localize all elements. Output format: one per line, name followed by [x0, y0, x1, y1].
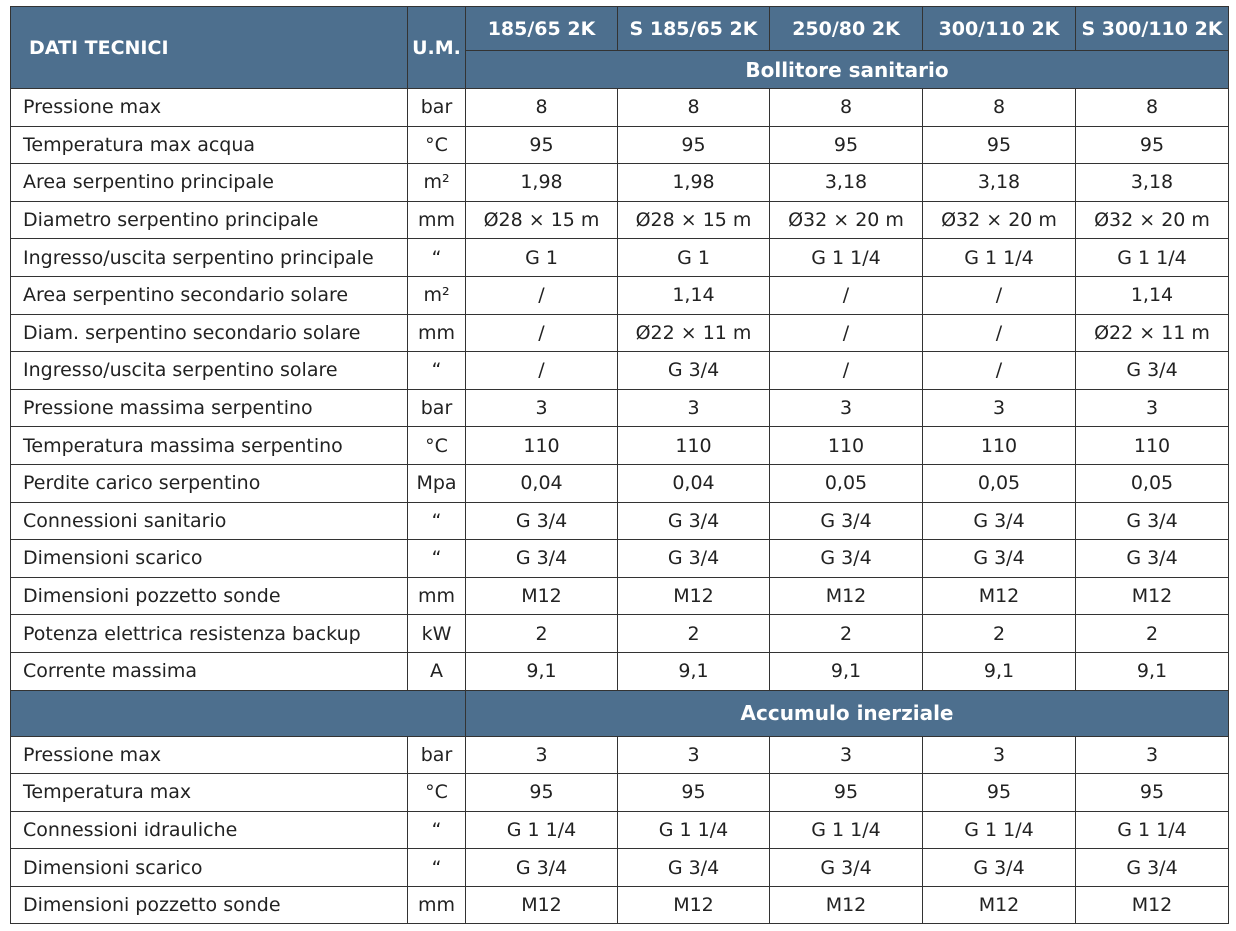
row-value: 95	[466, 126, 618, 164]
row-value: 95	[618, 774, 770, 812]
row-value: G 3/4	[770, 849, 923, 887]
row-value: G 3/4	[466, 502, 618, 540]
row-value: 3,18	[770, 164, 923, 202]
row-value: 2	[923, 615, 1076, 653]
row-value: /	[923, 276, 1076, 314]
row-value: 3,18	[1076, 164, 1229, 202]
row-value: G 1 1/4	[770, 811, 923, 849]
row-value: Ø28 × 15 m	[618, 201, 770, 239]
row-value: G 3/4	[618, 352, 770, 390]
table-row	[11, 811, 1229, 849]
table-row	[11, 464, 1229, 502]
row-value: /	[770, 276, 923, 314]
row-value: G 1 1/4	[923, 239, 1076, 277]
row-unit: mm	[408, 314, 466, 352]
model-header: 300/110 2K	[923, 7, 1076, 51]
row-value: 3	[618, 736, 770, 774]
table-row	[11, 239, 1229, 277]
row-value: G 1 1/4	[1076, 811, 1229, 849]
row-value: 110	[618, 427, 770, 465]
row-value: 0,05	[923, 464, 1076, 502]
row-value: /	[770, 314, 923, 352]
table-row	[11, 126, 1229, 164]
row-value: G 3/4	[1076, 502, 1229, 540]
row-value: G 3/4	[1076, 540, 1229, 578]
row-label: Diametro serpentino principale	[11, 201, 408, 239]
row-unit: °C	[408, 126, 466, 164]
row-unit: A	[408, 652, 466, 690]
table-row	[11, 774, 1229, 812]
row-label: Dimensioni pozzetto sonde	[11, 577, 408, 615]
row-value: 3	[1076, 389, 1229, 427]
table-row	[11, 276, 1229, 314]
row-value: 0,04	[618, 464, 770, 502]
row-unit: bar	[408, 89, 466, 127]
row-label: Pressione massima serpentino	[11, 389, 408, 427]
row-value: G 1	[466, 239, 618, 277]
technical-data-sheet	[10, 6, 1228, 926]
row-unit: bar	[408, 389, 466, 427]
row-unit: °C	[408, 774, 466, 812]
row-value: G 3/4	[1076, 849, 1229, 887]
row-value: 1,14	[618, 276, 770, 314]
row-value: G 3/4	[770, 502, 923, 540]
row-value: G 3/4	[770, 540, 923, 578]
row-value: 3	[770, 389, 923, 427]
row-value: 3	[466, 736, 618, 774]
row-value: 95	[618, 126, 770, 164]
row-value: G 1 1/4	[770, 239, 923, 277]
row-value: Ø22 × 11 m	[1076, 314, 1229, 352]
row-value: 0,05	[1076, 464, 1229, 502]
row-value: 9,1	[466, 652, 618, 690]
table-row	[11, 201, 1229, 239]
table-row	[11, 849, 1229, 887]
row-label: Corrente massima	[11, 652, 408, 690]
row-value: 8	[618, 89, 770, 127]
row-unit: “	[408, 352, 466, 390]
row-value: G 1 1/4	[466, 811, 618, 849]
row-value: 1,14	[1076, 276, 1229, 314]
table-row	[11, 427, 1229, 465]
table-row	[11, 652, 1229, 690]
row-value: 2	[466, 615, 618, 653]
row-value: 95	[770, 774, 923, 812]
row-value: 8	[770, 89, 923, 127]
row-value: M12	[1076, 886, 1229, 924]
table-row	[11, 389, 1229, 427]
table-title: DATI TECNICI	[11, 7, 408, 89]
row-value: G 3/4	[1076, 352, 1229, 390]
row-label: Pressione max	[11, 89, 408, 127]
row-value: 110	[923, 427, 1076, 465]
row-unit: “	[408, 540, 466, 578]
row-value: M12	[770, 886, 923, 924]
row-unit: “	[408, 811, 466, 849]
row-value: Ø28 × 15 m	[466, 201, 618, 239]
row-value: 1,98	[618, 164, 770, 202]
table-row	[11, 540, 1229, 578]
section-bollitore-rows	[11, 89, 1229, 691]
row-unit: °C	[408, 427, 466, 465]
row-value: Ø22 × 11 m	[618, 314, 770, 352]
row-unit: mm	[408, 577, 466, 615]
row-value: /	[923, 314, 1076, 352]
unit-header: U.M.	[408, 7, 466, 89]
row-value: M12	[923, 886, 1076, 924]
row-value: Ø32 × 20 m	[923, 201, 1076, 239]
row-value: 9,1	[618, 652, 770, 690]
row-value: 0,05	[770, 464, 923, 502]
row-value: /	[770, 352, 923, 390]
row-value: G 3/4	[618, 849, 770, 887]
section-header-row-accumulo	[11, 690, 1229, 736]
table-row	[11, 886, 1229, 924]
model-header: S 300/110 2K	[1076, 7, 1229, 51]
model-header: 185/65 2K	[466, 7, 618, 51]
table-row	[11, 352, 1229, 390]
row-value: 110	[466, 427, 618, 465]
model-header: 250/80 2K	[770, 7, 923, 51]
row-value: 110	[770, 427, 923, 465]
row-value: 3	[466, 389, 618, 427]
row-value: G 1 1/4	[618, 811, 770, 849]
section-title-accumulo: Accumulo inerziale	[466, 690, 1229, 736]
row-value: 2	[1076, 615, 1229, 653]
row-value: M12	[618, 577, 770, 615]
row-value: 9,1	[923, 652, 1076, 690]
technical-data-table	[10, 6, 1229, 924]
row-value: 110	[1076, 427, 1229, 465]
row-value: G 3/4	[466, 849, 618, 887]
row-value: 9,1	[1076, 652, 1229, 690]
table-row	[11, 89, 1229, 127]
row-value: 3	[618, 389, 770, 427]
row-value: M12	[466, 886, 618, 924]
row-value: 0,04	[466, 464, 618, 502]
row-label: Area serpentino secondario solare	[11, 276, 408, 314]
header-row-models	[11, 7, 1229, 51]
table-row	[11, 164, 1229, 202]
row-unit: mm	[408, 886, 466, 924]
row-label: Temperatura max	[11, 774, 408, 812]
row-label: Connessioni idrauliche	[11, 811, 408, 849]
table-row	[11, 502, 1229, 540]
row-value: /	[923, 352, 1076, 390]
table-row	[11, 314, 1229, 352]
section-header-blank	[11, 690, 466, 736]
row-unit: kW	[408, 615, 466, 653]
row-value: 95	[1076, 126, 1229, 164]
row-label: Ingresso/uscita serpentino solare	[11, 352, 408, 390]
row-value: G 1 1/4	[923, 811, 1076, 849]
row-value: 3	[923, 736, 1076, 774]
row-value: M12	[466, 577, 618, 615]
row-value: M12	[1076, 577, 1229, 615]
row-value: G 3/4	[923, 849, 1076, 887]
row-label: Temperatura massima serpentino	[11, 427, 408, 465]
row-value: 9,1	[770, 652, 923, 690]
row-value: 8	[923, 89, 1076, 127]
row-value: /	[466, 352, 618, 390]
row-value: 95	[923, 126, 1076, 164]
row-value: 3	[923, 389, 1076, 427]
row-value: 3	[1076, 736, 1229, 774]
model-header: S 185/65 2K	[618, 7, 770, 51]
row-value: 95	[466, 774, 618, 812]
row-value: 3	[770, 736, 923, 774]
row-label: Dimensioni scarico	[11, 540, 408, 578]
row-value: Ø32 × 20 m	[1076, 201, 1229, 239]
row-label: Pressione max	[11, 736, 408, 774]
row-label: Potenza elettrica resistenza backup	[11, 615, 408, 653]
row-label: Dimensioni pozzetto sonde	[11, 886, 408, 924]
row-value: 95	[1076, 774, 1229, 812]
row-value: 95	[770, 126, 923, 164]
row-value: Ø32 × 20 m	[770, 201, 923, 239]
row-value: G 3/4	[923, 502, 1076, 540]
row-unit: m²	[408, 276, 466, 314]
table-row	[11, 615, 1229, 653]
row-unit: “	[408, 239, 466, 277]
row-value: G 1	[618, 239, 770, 277]
row-value: G 1 1/4	[1076, 239, 1229, 277]
row-unit: “	[408, 502, 466, 540]
row-value: 95	[923, 774, 1076, 812]
row-label: Connessioni sanitario	[11, 502, 408, 540]
row-label: Temperatura max acqua	[11, 126, 408, 164]
row-label: Ingresso/uscita serpentino principale	[11, 239, 408, 277]
section-accumulo-rows	[11, 736, 1229, 924]
row-unit: Mpa	[408, 464, 466, 502]
row-value: /	[466, 276, 618, 314]
table-row	[11, 736, 1229, 774]
row-label: Dimensioni scarico	[11, 849, 408, 887]
row-value: M12	[770, 577, 923, 615]
row-value: 3,18	[923, 164, 1076, 202]
row-value: 2	[770, 615, 923, 653]
row-value: 8	[1076, 89, 1229, 127]
row-label: Area serpentino principale	[11, 164, 408, 202]
row-value: M12	[923, 577, 1076, 615]
row-value: 8	[466, 89, 618, 127]
row-value: G 3/4	[618, 502, 770, 540]
row-label: Diam. serpentino secondario solare	[11, 314, 408, 352]
row-value: 2	[618, 615, 770, 653]
section-title-bollitore: Bollitore sanitario	[466, 51, 1229, 89]
row-unit: m²	[408, 164, 466, 202]
row-value: 1,98	[466, 164, 618, 202]
row-value: /	[466, 314, 618, 352]
row-value: G 3/4	[618, 540, 770, 578]
row-unit: “	[408, 849, 466, 887]
row-label: Perdite carico serpentino	[11, 464, 408, 502]
row-value: G 3/4	[923, 540, 1076, 578]
row-value: M12	[618, 886, 770, 924]
table-row	[11, 577, 1229, 615]
row-value: G 3/4	[466, 540, 618, 578]
row-unit: mm	[408, 201, 466, 239]
row-unit: bar	[408, 736, 466, 774]
